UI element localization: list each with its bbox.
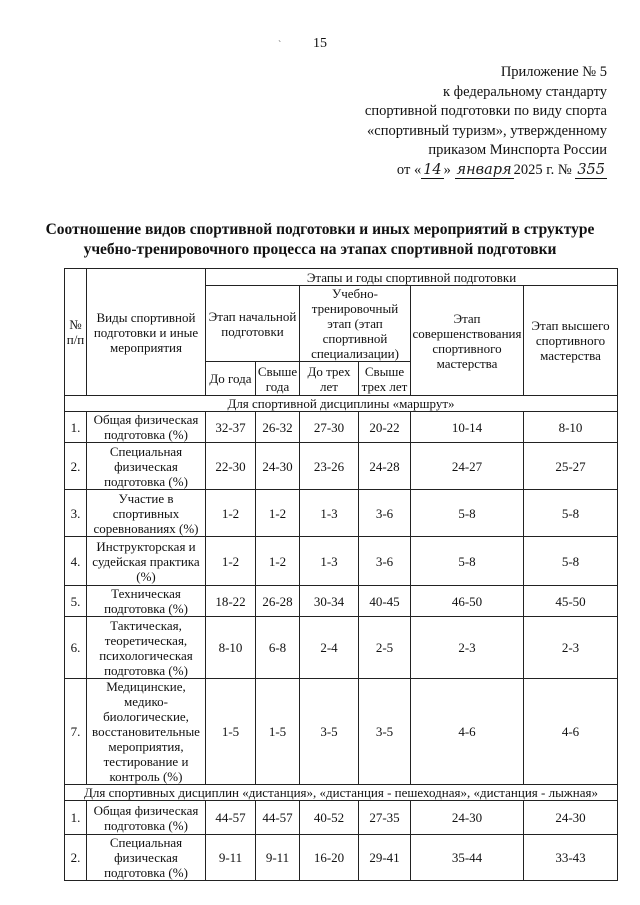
cell-over-three: 3-6 [359,537,411,586]
cell-over-year: 26-28 [256,586,300,617]
table-row [65,801,618,835]
section-distance-heading: Для спортивных дисциплин «дистанция», «дистанция - пешеходная», «дистанция - лыжная» [65,785,618,801]
cell-over-year: 6-8 [256,617,300,679]
cell-over-three: 2-5 [359,617,411,679]
cell-up-to-year: 32-37 [206,412,256,443]
row-label: Специальная физическая подготовка (%) [87,443,206,490]
cell-higher: 5-8 [524,537,618,586]
cell-higher: 8-10 [524,412,618,443]
cell-up-to-year: 9-11 [206,835,256,881]
cell-over-year: 1-5 [256,679,300,785]
cell-improvement: 35-44 [411,835,524,881]
header-up-to-three: До трех лет [300,362,359,396]
title-line-2: учебно-тренировочного процесса на этапах спортивной подготовки [83,241,557,258]
cell-higher: 24-30 [524,801,618,835]
cell-improvement: 5-8 [411,537,524,586]
cell-up-to-year: 1-5 [206,679,256,785]
cell-higher: 5-8 [524,490,618,537]
date-mid: » [443,161,451,178]
cell-over-three: 40-45 [359,586,411,617]
cell-up-to-year: 8-10 [206,617,256,679]
header-stage-training: Учебно-тренировочный этап (этап спортивной специализации) [300,286,411,362]
date-prefix: от « [396,161,422,178]
table-row [65,412,618,443]
cell-over-year: 9-11 [256,835,300,881]
table-row [65,537,618,586]
cell-improvement: 2-3 [411,617,524,679]
cell-over-three: 24-28 [359,443,411,490]
section-route-heading: Для спортивной дисциплины «маршрут» [65,396,618,412]
table-row [65,443,618,490]
row-num: 2. [65,835,87,881]
cell-up-to-three: 27-30 [300,412,359,443]
cell-over-year: 24-30 [256,443,300,490]
cell-over-three: 3-6 [359,490,411,537]
header-kinds: Виды спортивной подготовки и иные мероприятия [87,269,206,396]
row-label: Специальная физическая подготовка (%) [87,835,206,881]
header-num: № п/п [65,269,87,396]
cell-over-three: 27-35 [359,801,411,835]
cell-improvement: 10-14 [411,412,524,443]
row-label: Общая физическая подготовка (%) [87,801,206,835]
cell-higher: 45-50 [524,586,618,617]
row-label: Тактическая, теоретическая, психологическая подготовка (%) [87,617,206,679]
cell-higher: 33-43 [524,835,618,881]
cell-over-year: 44-57 [256,801,300,835]
table-row [65,586,618,617]
appendix-date-line [365,161,607,181]
table-row [65,490,618,537]
row-num: 5. [65,586,87,617]
document-title [0,220,640,260]
cell-improvement: 24-30 [411,801,524,835]
row-num: 7. [65,679,87,785]
header-up-to-year: До года [206,362,256,396]
title-line-1: Соотношение видов спортивной подготовки и иных мероприятий в структуре [45,221,595,238]
appendix-line-2: к федеральному стандарту [443,83,607,100]
cell-up-to-three: 23-26 [300,443,359,490]
table-row [65,617,618,679]
cell-up-to-year: 22-30 [206,443,256,490]
cell-up-to-three: 40-52 [300,801,359,835]
cell-up-to-three: 16-20 [300,835,359,881]
cell-higher: 25-27 [524,443,618,490]
cell-up-to-year: 44-57 [206,801,256,835]
scan-mark: ` [278,40,282,51]
cell-higher: 2-3 [524,617,618,679]
row-num: 3. [65,490,87,537]
header-stages-title: Этапы и годы спортивной подготовки [206,269,618,286]
row-label: Участие в спортивных соревнованиях (%) [87,490,206,537]
cell-up-to-three: 1-3 [300,537,359,586]
cell-up-to-three: 30-34 [300,586,359,617]
appendix-line-5: приказом Минспорта России [428,142,607,158]
table-row [65,679,618,785]
cell-higher: 4-6 [524,679,618,785]
cell-over-three: 29-41 [359,835,411,881]
row-num: 1. [65,412,87,443]
row-num: 1. [65,801,87,835]
appendix-line-4: «спортивный туризм», утвержденному [367,122,607,139]
header-stage-initial: Этап начальной подготовки [206,286,300,362]
header-stage-higher: Этап высшего спортивного мастерства [524,286,618,396]
header-over-three: Свыше трех лет [359,362,411,396]
header-over-year: Свыше года [256,362,300,396]
table-row [65,835,618,881]
cell-up-to-year: 1-2 [206,537,256,586]
cell-over-three: 20-22 [359,412,411,443]
row-label: Медицинские, медико-биологические, восстановительные мероприятия, тестирование и контроль (%) [87,679,206,785]
appendix-line-1: Приложение № 5 [500,64,607,80]
date-number: 355 [577,161,605,178]
cell-up-to-year: 18-22 [206,586,256,617]
header-stage-improvement: Этап совершенствования спортивного мастерства [411,286,524,396]
cell-up-to-three: 1-3 [300,490,359,537]
row-label: Инструкторская и судейская практика (%) [87,537,206,586]
date-year: 2025 г. № [513,161,572,178]
date-day: 14 [423,161,442,178]
training-ratio-table [64,268,618,881]
row-num: 4. [65,537,87,586]
cell-over-year: 1-2 [256,537,300,586]
cell-over-year: 26-32 [256,412,300,443]
cell-improvement: 4-6 [411,679,524,785]
row-label: Общая физическая подготовка (%) [87,412,206,443]
cell-up-to-year: 1-2 [206,490,256,537]
cell-over-year: 1-2 [256,490,300,537]
cell-improvement: 5-8 [411,490,524,537]
cell-up-to-three: 3-5 [300,679,359,785]
cell-improvement: 24-27 [411,443,524,490]
row-num: 6. [65,617,87,679]
row-label: Техническая подготовка (%) [87,586,206,617]
cell-up-to-three: 2-4 [300,617,359,679]
page-number: 15 [313,36,327,51]
appendix-header [365,63,607,180]
date-month: января [456,161,512,178]
cell-improvement: 46-50 [411,586,524,617]
row-num: 2. [65,443,87,490]
appendix-line-3: спортивной подготовки по виду спорта [364,103,607,119]
cell-over-three: 3-5 [359,679,411,785]
